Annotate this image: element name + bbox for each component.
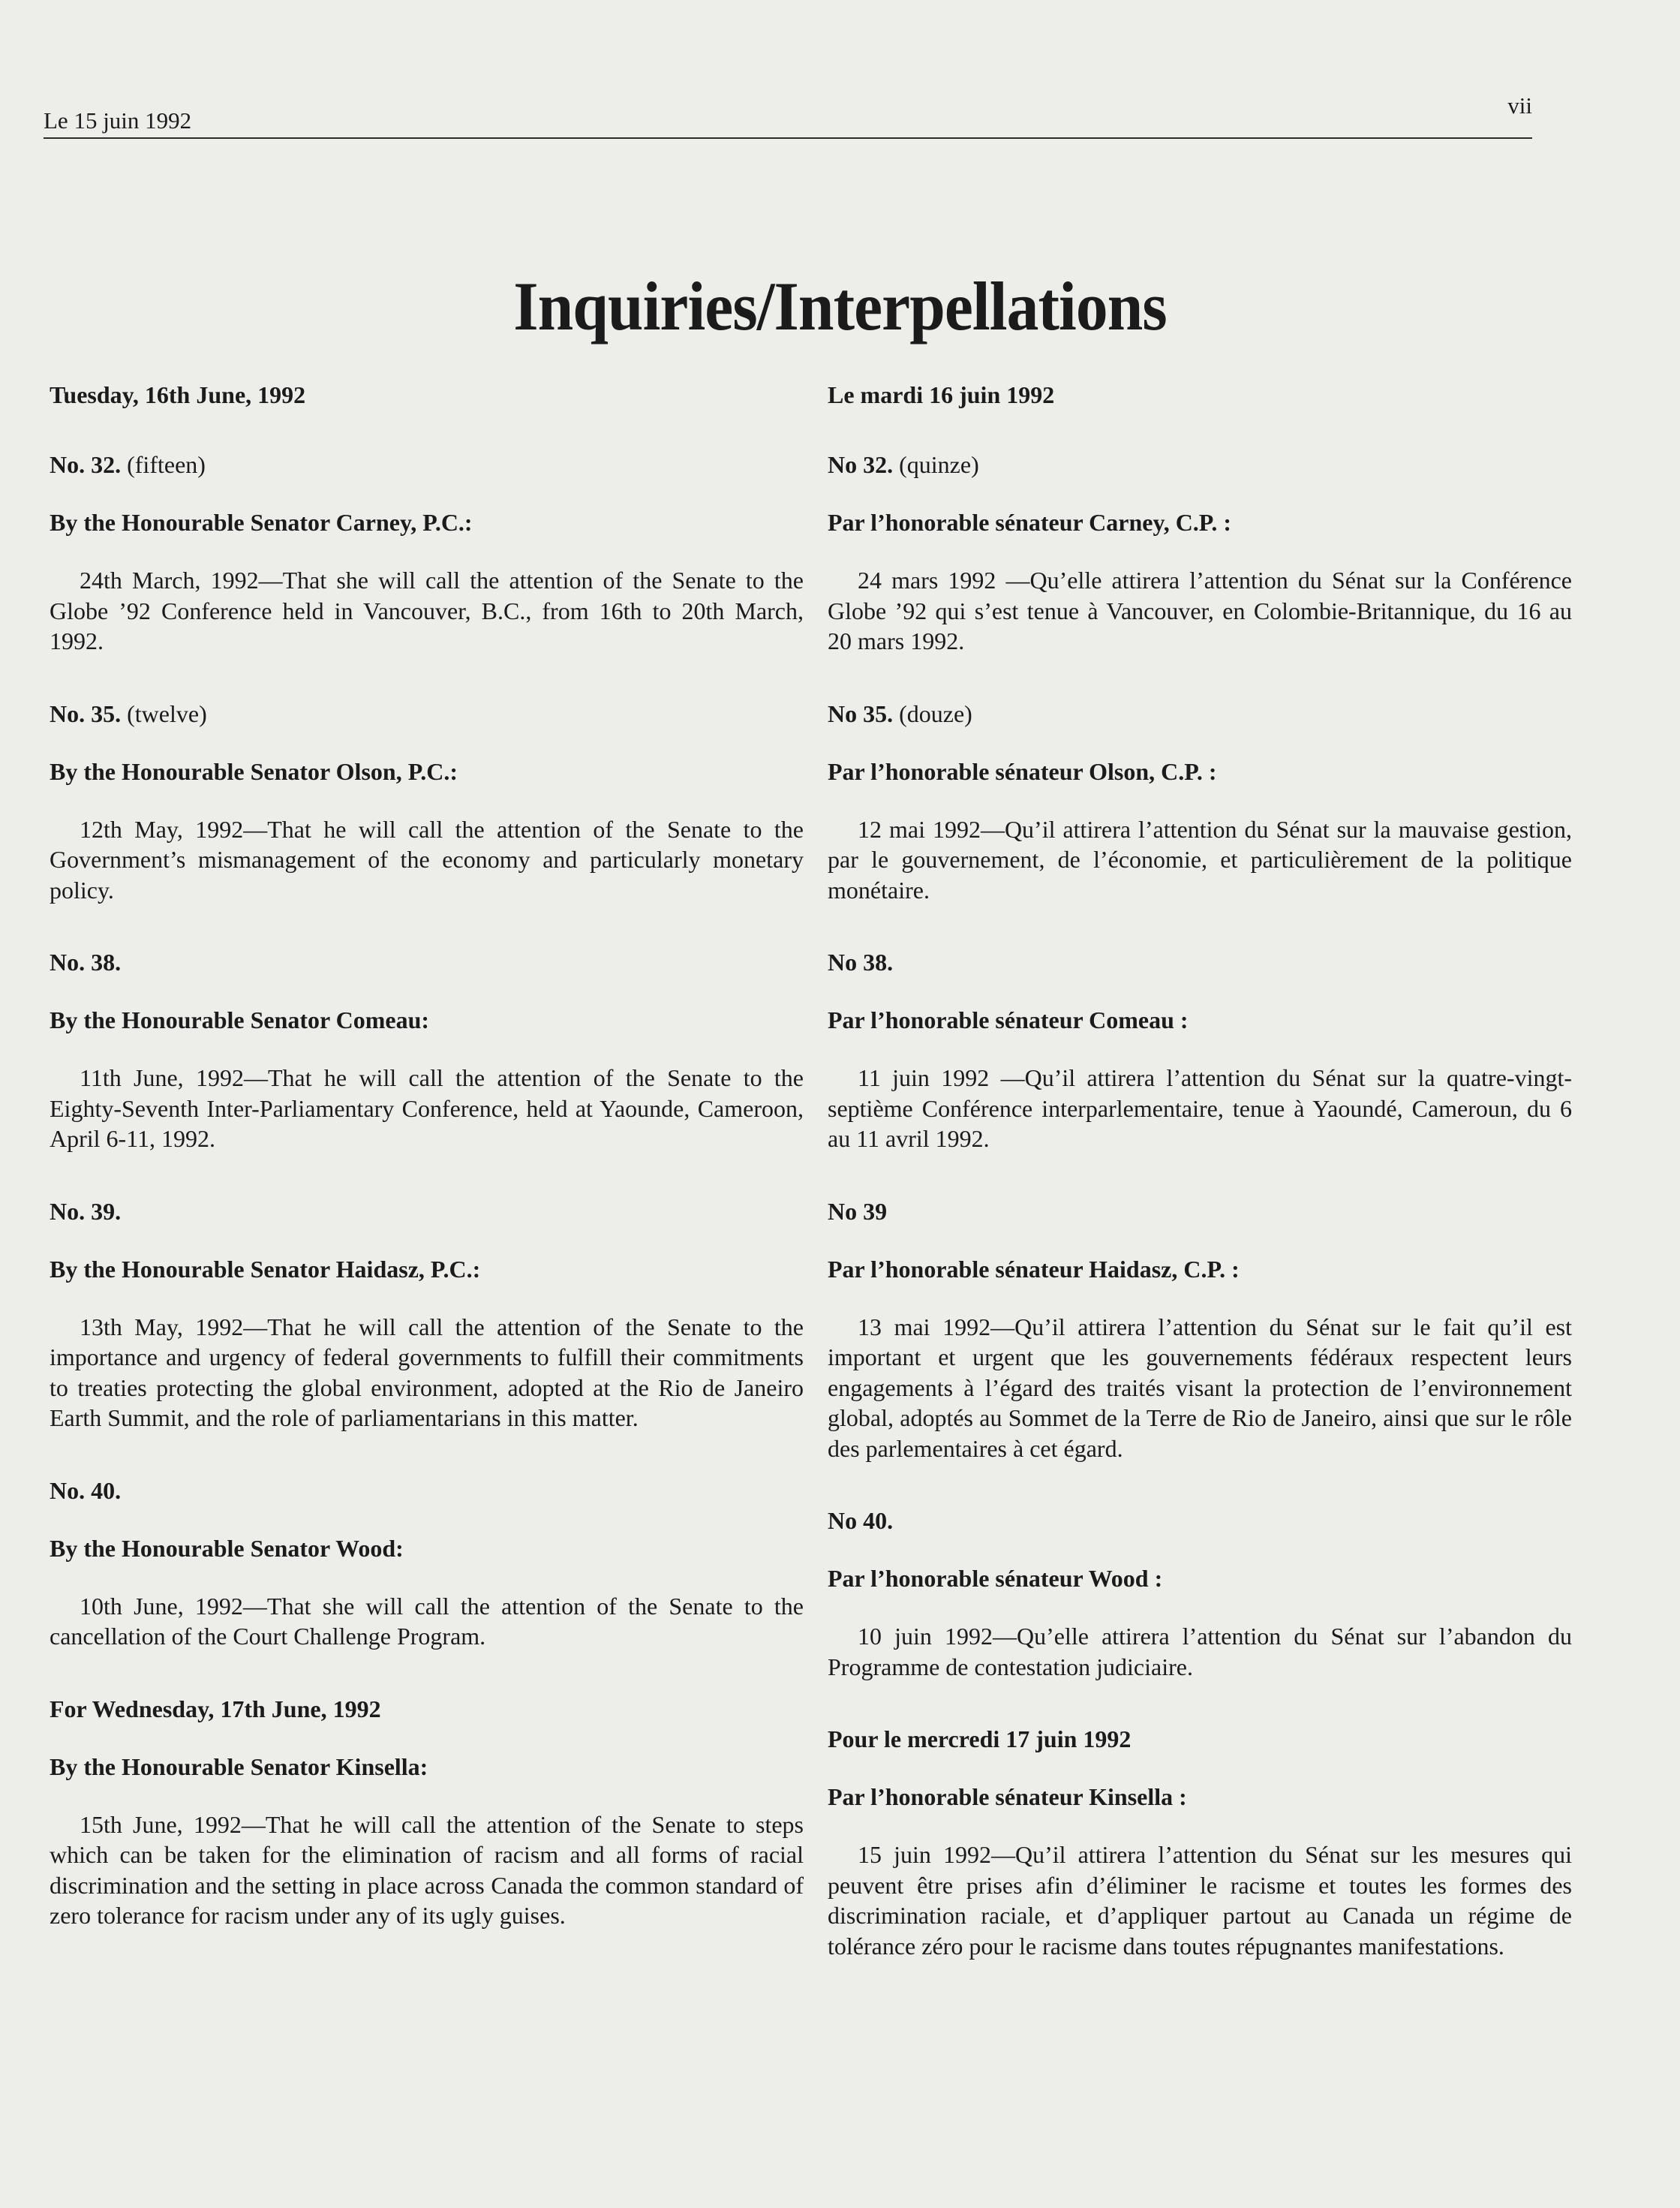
running-header <box>44 92 1532 136</box>
inquiry-text: 10th June, 1992—That she will call the attention of the Senate to the cancellation of the Court Challenge Program. <box>50 1592 804 1650</box>
inquiry-number <box>828 1507 1572 1535</box>
inquiry-item <box>828 949 1572 1154</box>
inquiry-senator: Par l’honorable sénateur Wood : <box>828 1565 1163 1592</box>
inquiry-text: 11 juin 1992 —Qu’il attirera l’attention du Sénat sur la quatre-vingt-septième Conférence interparlementaire, tenue à Yaoundé, Cameroun, du 6 au 11 avril 1992. <box>828 1064 1572 1152</box>
inquiry-text: 24 mars 1992 —Qu’elle attirera l’attention du Sénat sur la Conférence Globe ’92 qui s’est tenue à Vancouver, en Colombie-Britannique, du 16 au 20 mars 1992. <box>828 567 1572 654</box>
inquiry-senator: Par l’honorable sénateur Kinsella : <box>828 1783 1187 1810</box>
inquiry-number-label: No. 35. <box>50 699 122 727</box>
inquiry-text: 12 mai 1992—Qu’il attirera l’attention du Sénat sur la mauvaise gestion, par le gouvernement, de l’économie, et particulièrement de la politique monétaire. <box>828 815 1572 904</box>
inquiry-number-label: No 39 <box>828 1197 888 1225</box>
inquiry-senator: By the Honourable Senator Carney, P.C.: <box>50 509 473 536</box>
inquiry-item <box>828 451 1572 657</box>
inquiry-item <box>828 700 1572 906</box>
inquiry-number <box>828 700 1572 728</box>
inquiry-item <box>828 1783 1572 1961</box>
inquiry-item <box>50 1198 804 1433</box>
inquiry-text: 10 juin 1992—Qu’elle attirera l’attention du Sénat sur l’abandon du Programme de contestation judiciaire. <box>828 1623 1572 1680</box>
inquiry-number <box>828 451 1572 479</box>
english-column <box>50 381 804 1975</box>
inquiry-item <box>828 1507 1572 1682</box>
inquiry-number-label: No 35. <box>828 699 894 727</box>
inquiry-number-word: (fifteen) <box>121 451 206 478</box>
inquiry-number-label: No 38. <box>828 949 894 976</box>
inquiry-senator: Par l’honorable sénateur Comeau : <box>828 1006 1189 1033</box>
english-date-heading: Tuesday, 16th June, 1992 <box>50 381 306 408</box>
inquiry-text: 12th May, 1992—That he will call the attention of the Senate to the Government’s mismanagement of the economy and particularly monetary policy. <box>50 815 804 904</box>
french-date-heading: Le mardi 16 juin 1992 <box>828 381 1055 408</box>
header-rule <box>44 137 1532 139</box>
page-number: vii <box>1507 92 1532 119</box>
inquiry-text: 15 juin 1992—Qu’il attirera l’attention du Sénat sur les mesures qui peuvent être prises afin d’éliminer le racisme et toutes les formes des discrimination raciale, et d’appliquer partout au Canada un régime de tolérance zéro pour le racisme dans toutes répugnantes manifestations. <box>828 1841 1572 1960</box>
inquiry-number-label: No. 40. <box>50 1476 122 1504</box>
inquiry-number-word: (quinze) <box>893 451 979 478</box>
inquiry-number-word: (twelve) <box>121 699 207 727</box>
inquiry-senator: Par l’honorable sénateur Olson, C.P. : <box>828 757 1217 785</box>
inquiry-number-word: (douze) <box>893 699 972 727</box>
inquiry-number-label: No. 32. <box>50 451 122 478</box>
inquiry-number-label: No 40. <box>828 1507 894 1534</box>
inquiry-number-label: No. 38. <box>50 949 122 976</box>
inquiry-text: 13th May, 1992—That he will call the attention of the Senate to the importance and urgency of federal governments to fulfill their commitments to treaties protecting the global environment, adopted at the Rio de Janeiro Earth Summit, and the role of parliamentarians in this matter. <box>50 1313 804 1431</box>
inquiry-senator: Par l’honorable sénateur Haidasz, C.P. : <box>828 1255 1240 1283</box>
inquiry-text: 24th March, 1992—That she will call the attention of the Senate to the Globe ’92 Conference held in Vancouver, B.C., from 16th to 20th March, 1992. <box>50 567 804 654</box>
inquiry-number <box>50 1198 804 1226</box>
inquiry-senator: By the Honourable Senator Wood: <box>50 1534 404 1562</box>
inquiry-number <box>50 1477 804 1505</box>
inquiry-item <box>50 949 804 1154</box>
inquiry-text: 11th June, 1992—That he will call the attention of the Senate to the Eighty-Seventh Inter-Parliamentary Conference, held at Yaounde, Cameroon, April 6-11, 1992. <box>50 1064 804 1152</box>
inquiry-senator: By the Honourable Senator Comeau: <box>50 1006 430 1033</box>
inquiry-item <box>50 1477 804 1652</box>
french-column <box>828 381 1572 2005</box>
inquiry-number-label: No 32. <box>828 451 894 478</box>
inquiry-number <box>828 1198 1572 1226</box>
inquiry-senator: By the Honourable Senator Olson, P.C.: <box>50 757 458 785</box>
inquiry-number <box>50 949 804 976</box>
french-sub-date-heading: Pour le mercredi 17 juin 1992 <box>828 1725 1132 1752</box>
english-sub-date-heading: For Wednesday, 17th June, 1992 <box>50 1695 381 1722</box>
inquiry-item <box>50 451 804 657</box>
inquiry-text: 15th June, 1992—That he will call the attention of the Senate to steps which can be taken for the elimination of racism and all forms of racial discrimination and the setting in place across Canada the common standard of zero tolerance for racism under any of its ugly guises. <box>50 1810 804 1929</box>
inquiry-senator: By the Honourable Senator Kinsella: <box>50 1752 428 1780</box>
inquiry-item <box>828 1198 1572 1464</box>
inquiry-text: 13 mai 1992—Qu’il attirera l’attention du Sénat sur le fait qu’il est important et urgent que les gouvernements fédéraux respectent leurs engagements à l’égard des traités visant la protection de l’environnement global, adoptés au Sommet de la Terre de Rio de Janeiro, ainsi que sur le rôle des parlementaires à cet égard. <box>828 1313 1572 1462</box>
inquiry-number <box>828 949 1572 976</box>
inquiry-item <box>50 700 804 906</box>
page-title: Inquiries/Interpellations <box>513 268 1167 344</box>
inquiry-senator: By the Honourable Senator Haidasz, P.C.: <box>50 1255 481 1283</box>
inquiry-number <box>50 451 804 479</box>
inquiry-item <box>50 1753 804 1931</box>
inquiry-number-label: No. 39. <box>50 1197 122 1225</box>
inquiry-senator: Par l’honorable sénateur Carney, C.P. : <box>828 509 1232 536</box>
header-date: Le 15 juin 1992 <box>44 107 192 134</box>
inquiry-number <box>50 700 804 728</box>
